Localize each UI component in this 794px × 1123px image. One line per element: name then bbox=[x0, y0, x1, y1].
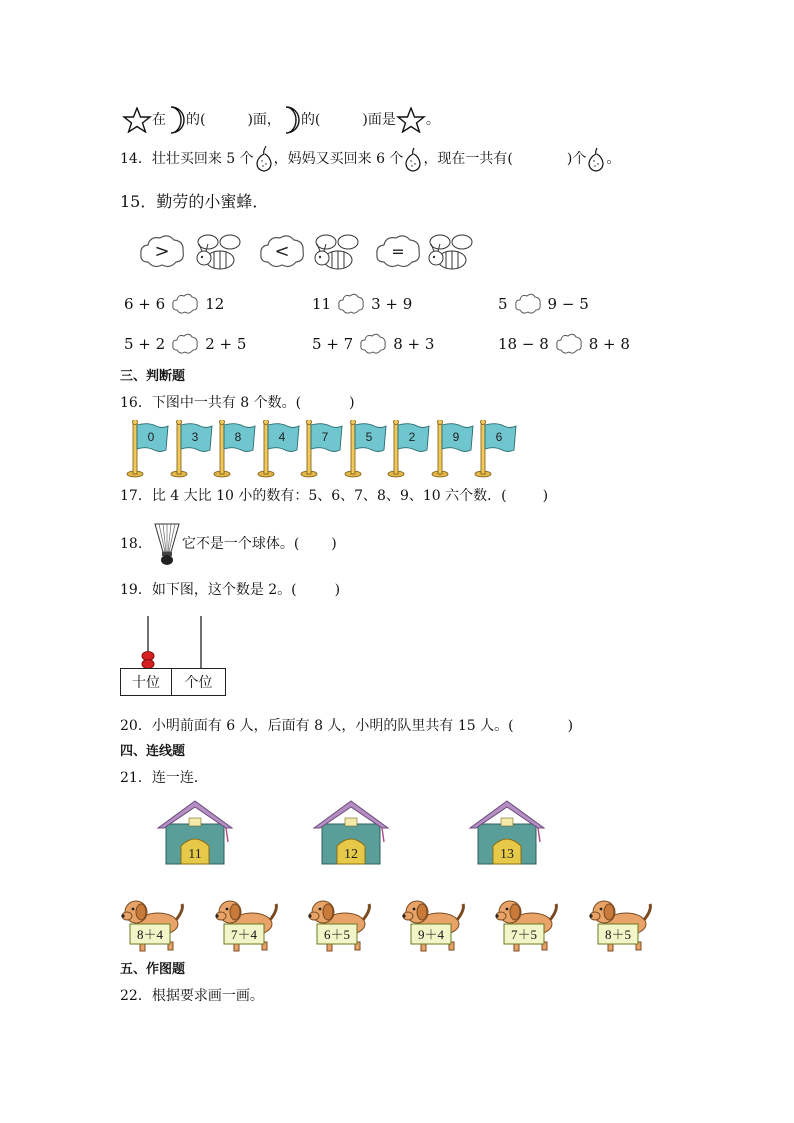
q14-text-2: ，妈妈又买回来 6 个 bbox=[273, 151, 404, 167]
compare-right: 2 + 5 bbox=[205, 335, 247, 353]
pear-icon bbox=[586, 146, 606, 172]
flag bbox=[213, 420, 257, 478]
house-row bbox=[156, 798, 556, 870]
moon-icon bbox=[166, 106, 186, 134]
q20-text: 20．小明前面有 6 人，后面有 8 人，小明的队里共有 15 人。( bbox=[120, 718, 514, 734]
q14-end: 。 bbox=[606, 151, 621, 167]
compare-left: 11 bbox=[312, 295, 332, 313]
text-mian1: )面， bbox=[247, 112, 281, 128]
dog-expression: 9＋4 bbox=[417, 927, 444, 942]
compare-item bbox=[498, 292, 589, 316]
flag-number: 7 bbox=[321, 430, 329, 444]
cloud-blank[interactable] bbox=[514, 292, 542, 316]
bee-icon bbox=[308, 228, 364, 276]
dog-icon[interactable] bbox=[586, 896, 654, 952]
question-16 bbox=[120, 393, 355, 413]
text-de2: 的( bbox=[300, 112, 321, 128]
house-number: 13 bbox=[500, 847, 514, 862]
flag-number: 2 bbox=[408, 430, 416, 444]
q14-text-3: ，现在一共有( bbox=[423, 151, 513, 167]
dog-icon[interactable] bbox=[399, 896, 467, 952]
cloud-less-icon bbox=[258, 232, 306, 272]
text-de1: 的( bbox=[186, 112, 206, 128]
compare-left: 5 bbox=[498, 295, 508, 313]
section-title-draw: 五、作图题 bbox=[120, 962, 186, 977]
flag bbox=[170, 420, 214, 478]
bee-icon bbox=[422, 228, 478, 276]
q19-text: 19．如下图，这个数是 2。( bbox=[120, 582, 297, 598]
q14-text-1: 14．壮壮买回来 5 个 bbox=[120, 151, 254, 167]
place-value-table bbox=[120, 668, 226, 696]
dog-icon[interactable] bbox=[212, 896, 280, 952]
text-mian2: )面是 bbox=[362, 112, 396, 128]
house-number: 12 bbox=[344, 847, 358, 862]
moon-icon bbox=[281, 106, 301, 134]
dog-icon[interactable] bbox=[118, 896, 186, 952]
compare-left: 5 + 7 bbox=[312, 335, 354, 353]
symbol-eq: = bbox=[391, 242, 405, 261]
compare-right: 12 bbox=[205, 295, 225, 313]
cloud-greater-icon bbox=[138, 232, 186, 272]
flag bbox=[300, 420, 344, 478]
dog-expression: 6＋5 bbox=[323, 927, 351, 942]
dog-expression: 8＋4 bbox=[136, 927, 164, 942]
position-question bbox=[122, 106, 440, 134]
question-18 bbox=[120, 522, 337, 566]
flag-number: 3 bbox=[191, 430, 198, 444]
pear-icon bbox=[254, 146, 274, 172]
compare-item bbox=[124, 292, 224, 316]
bee-icon bbox=[190, 228, 246, 276]
q20-close: ) bbox=[567, 718, 574, 734]
compare-item bbox=[312, 332, 434, 356]
bee-symbol-row bbox=[138, 228, 498, 278]
compare-item bbox=[498, 332, 630, 356]
flag-number: 9 bbox=[452, 430, 459, 444]
star-icon bbox=[396, 107, 426, 133]
q19-close: ) bbox=[334, 582, 341, 598]
dog-row bbox=[118, 896, 658, 952]
abacus bbox=[120, 614, 230, 700]
question-17 bbox=[120, 486, 548, 506]
q16-text: 16．下图中一共有 8 个数。( bbox=[120, 395, 302, 411]
text-at: 在 bbox=[152, 112, 166, 128]
q18-close: ) bbox=[331, 536, 337, 552]
flag-number: 4 bbox=[278, 430, 285, 444]
q16-close: ) bbox=[349, 395, 355, 411]
cloud-equal-icon bbox=[374, 232, 422, 272]
compare-right: 9 − 5 bbox=[547, 295, 589, 313]
flag bbox=[474, 420, 518, 478]
col-tens: 十位 bbox=[120, 668, 172, 696]
question-14 bbox=[120, 146, 620, 172]
flag bbox=[257, 420, 301, 478]
q17-text: 17．比 4 大比 10 小的数有：5、6、7、8、9、10 六个数．( bbox=[120, 488, 507, 504]
dog-icon[interactable] bbox=[492, 896, 560, 952]
q22-text: 22．根据要求画一画。 bbox=[120, 988, 264, 1004]
dog-expression: 7＋4 bbox=[230, 927, 257, 942]
compare-right: 8 + 3 bbox=[393, 335, 435, 353]
dog-icon[interactable] bbox=[305, 896, 373, 952]
compare-right: 8 + 8 bbox=[588, 335, 630, 353]
compare-item bbox=[124, 332, 246, 356]
compare-grid bbox=[124, 292, 644, 362]
cloud-blank[interactable] bbox=[171, 332, 199, 356]
symbol-gt: > bbox=[154, 241, 170, 262]
flag bbox=[344, 420, 388, 478]
cloud-blank[interactable] bbox=[171, 292, 199, 316]
q15-title: 15．勤劳的小蜜蜂． bbox=[120, 192, 269, 211]
flag-row bbox=[126, 420, 526, 478]
q18-num: 18． bbox=[120, 536, 152, 552]
flag-number: 8 bbox=[234, 430, 242, 444]
house-number: 11 bbox=[188, 847, 202, 862]
section-title-match: 四、连线题 bbox=[120, 744, 186, 759]
pear-icon bbox=[403, 146, 423, 172]
question-19 bbox=[120, 580, 340, 600]
flag-number: 0 bbox=[147, 430, 155, 444]
abacus-rods bbox=[120, 614, 230, 670]
q17-close: ) bbox=[542, 488, 549, 504]
flag bbox=[387, 420, 431, 478]
cloud-blank[interactable] bbox=[337, 292, 365, 316]
symbol-lt: < bbox=[274, 241, 290, 262]
cloud-blank[interactable] bbox=[555, 332, 583, 356]
flag bbox=[431, 420, 475, 478]
flag-number: 6 bbox=[495, 430, 503, 444]
shuttlecock-icon bbox=[152, 522, 182, 566]
house-icon[interactable] bbox=[156, 798, 236, 868]
cloud-blank[interactable] bbox=[359, 332, 387, 356]
text-end: 。 bbox=[425, 112, 440, 128]
section-title-judge: 三、判断题 bbox=[120, 369, 186, 384]
compare-left: 18 − 8 bbox=[498, 335, 549, 353]
star-icon bbox=[122, 107, 152, 133]
flag-number: 5 bbox=[365, 430, 372, 444]
compare-left: 5 + 2 bbox=[124, 335, 166, 353]
q18-text: 它不是一个球体。( bbox=[181, 536, 300, 552]
q14-text-4: )个 bbox=[566, 151, 587, 167]
compare-right: 3 + 9 bbox=[371, 295, 413, 313]
compare-item bbox=[312, 292, 412, 316]
dog-expression: 8＋5 bbox=[604, 927, 631, 942]
col-ones: 个位 bbox=[172, 668, 226, 696]
flag bbox=[126, 420, 170, 478]
dog-expression: 7＋5 bbox=[510, 927, 538, 942]
q21-title: 21．连一连． bbox=[120, 770, 208, 786]
question-20 bbox=[120, 716, 573, 736]
house-icon[interactable] bbox=[468, 798, 548, 868]
house-icon[interactable] bbox=[312, 798, 392, 868]
compare-left: 6 + 6 bbox=[124, 295, 166, 313]
